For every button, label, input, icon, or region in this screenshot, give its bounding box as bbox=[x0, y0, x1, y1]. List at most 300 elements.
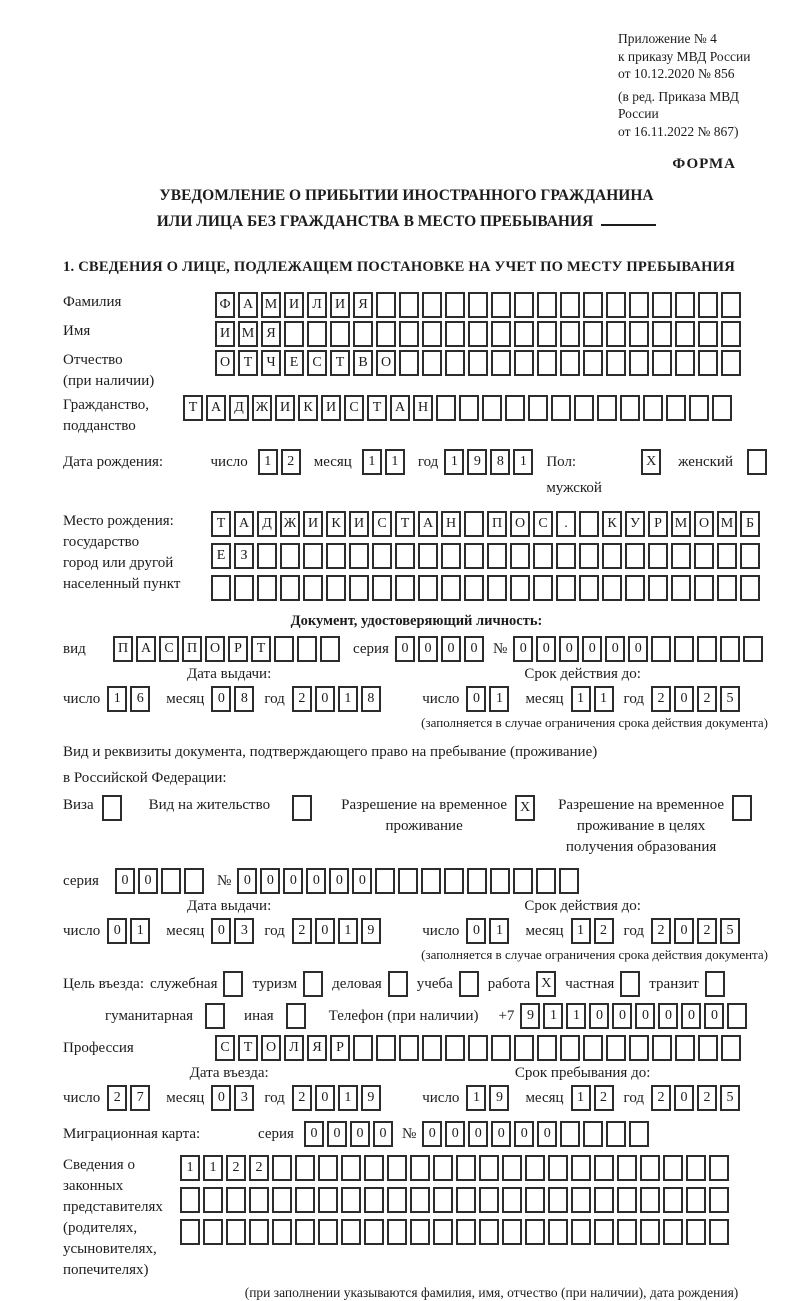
form-cell[interactable] bbox=[464, 511, 484, 537]
form-cell[interactable] bbox=[513, 868, 533, 894]
form-cell[interactable] bbox=[652, 321, 672, 347]
form-cell[interactable]: Я bbox=[261, 321, 281, 347]
form-cell[interactable]: 3 bbox=[234, 1085, 254, 1111]
form-cell[interactable]: И bbox=[284, 292, 304, 318]
form-cell[interactable]: 1 bbox=[107, 686, 127, 712]
form-cell[interactable]: В bbox=[353, 350, 373, 376]
form-cell[interactable]: А bbox=[238, 292, 258, 318]
form-cell[interactable] bbox=[643, 395, 663, 421]
form-cell[interactable]: 2 bbox=[594, 918, 614, 944]
form-cell[interactable]: С bbox=[307, 350, 327, 376]
form-cell[interactable]: 0 bbox=[327, 1121, 347, 1147]
form-cell[interactable] bbox=[318, 1155, 338, 1181]
form-cell[interactable]: 0 bbox=[612, 1003, 632, 1029]
form-cell[interactable] bbox=[514, 292, 534, 318]
form-cell[interactable] bbox=[556, 543, 576, 569]
form-cell[interactable]: 0 bbox=[237, 868, 257, 894]
form-cell[interactable] bbox=[320, 636, 340, 662]
form-cell[interactable] bbox=[303, 543, 323, 569]
form-cell[interactable] bbox=[602, 575, 622, 601]
form-cell[interactable] bbox=[375, 868, 395, 894]
form-cell[interactable] bbox=[491, 321, 511, 347]
form-cell[interactable]: 0 bbox=[422, 1121, 442, 1147]
form-cell[interactable] bbox=[675, 1035, 695, 1061]
form-cell[interactable] bbox=[479, 1219, 499, 1245]
form-cell[interactable] bbox=[307, 321, 327, 347]
form-cell[interactable]: Л bbox=[307, 292, 327, 318]
form-cell[interactable]: О bbox=[694, 511, 714, 537]
form-cell[interactable]: Б bbox=[740, 511, 760, 537]
form-cell[interactable] bbox=[606, 1035, 626, 1061]
form-cell[interactable]: 8 bbox=[490, 449, 510, 475]
form-cell[interactable] bbox=[571, 1155, 591, 1181]
form-cell[interactable] bbox=[675, 321, 695, 347]
form-cell[interactable]: 0 bbox=[704, 1003, 724, 1029]
form-cell[interactable] bbox=[376, 1035, 396, 1061]
form-cell[interactable]: 9 bbox=[361, 1085, 381, 1111]
form-cell[interactable] bbox=[629, 292, 649, 318]
form-cell[interactable] bbox=[459, 971, 479, 997]
form-cell[interactable]: 8 bbox=[361, 686, 381, 712]
form-cell[interactable]: А bbox=[206, 395, 226, 421]
form-cell[interactable] bbox=[674, 636, 694, 662]
form-cell[interactable] bbox=[548, 1155, 568, 1181]
form-cell[interactable]: П bbox=[113, 636, 133, 662]
form-cell[interactable] bbox=[551, 395, 571, 421]
form-cell[interactable] bbox=[709, 1219, 729, 1245]
form-cell[interactable]: 0 bbox=[211, 686, 231, 712]
form-cell[interactable] bbox=[399, 292, 419, 318]
form-cell[interactable] bbox=[709, 1187, 729, 1213]
form-cell[interactable]: 9 bbox=[467, 449, 487, 475]
form-cell[interactable]: 0 bbox=[658, 1003, 678, 1029]
form-cell[interactable] bbox=[663, 1219, 683, 1245]
form-cell[interactable] bbox=[663, 1155, 683, 1181]
form-cell[interactable]: 6 bbox=[130, 686, 150, 712]
form-cell[interactable]: О bbox=[215, 350, 235, 376]
form-cell[interactable] bbox=[445, 321, 465, 347]
form-cell[interactable] bbox=[620, 395, 640, 421]
form-cell[interactable]: Т bbox=[395, 511, 415, 537]
form-cell[interactable] bbox=[297, 636, 317, 662]
form-cell[interactable]: 0 bbox=[628, 636, 648, 662]
form-cell[interactable] bbox=[698, 292, 718, 318]
form-cell[interactable]: 2 bbox=[292, 918, 312, 944]
form-cell[interactable]: П bbox=[182, 636, 202, 662]
form-cell[interactable] bbox=[410, 1187, 430, 1213]
form-cell[interactable]: 1 bbox=[489, 918, 509, 944]
form-cell[interactable]: О bbox=[261, 1035, 281, 1061]
form-cell[interactable] bbox=[234, 575, 254, 601]
form-cell[interactable] bbox=[525, 1155, 545, 1181]
form-cell[interactable] bbox=[280, 575, 300, 601]
form-cell[interactable] bbox=[422, 321, 442, 347]
form-cell[interactable] bbox=[556, 575, 576, 601]
form-cell[interactable] bbox=[740, 543, 760, 569]
form-cell[interactable] bbox=[640, 1219, 660, 1245]
form-cell[interactable] bbox=[376, 292, 396, 318]
form-cell[interactable] bbox=[629, 1121, 649, 1147]
form-cell[interactable] bbox=[712, 395, 732, 421]
form-cell[interactable] bbox=[629, 321, 649, 347]
form-cell[interactable] bbox=[717, 543, 737, 569]
form-cell[interactable]: Д bbox=[257, 511, 277, 537]
form-cell[interactable] bbox=[326, 575, 346, 601]
form-cell[interactable]: 0 bbox=[306, 868, 326, 894]
form-cell[interactable] bbox=[445, 1035, 465, 1061]
form-cell[interactable] bbox=[583, 1121, 603, 1147]
form-cell[interactable] bbox=[468, 292, 488, 318]
form-cell[interactable]: Т bbox=[238, 350, 258, 376]
form-cell[interactable]: 0 bbox=[674, 918, 694, 944]
form-cell[interactable]: 0 bbox=[513, 636, 533, 662]
form-cell[interactable] bbox=[720, 636, 740, 662]
form-cell[interactable] bbox=[675, 350, 695, 376]
form-cell[interactable]: И bbox=[303, 511, 323, 537]
form-cell[interactable] bbox=[445, 292, 465, 318]
form-cell[interactable] bbox=[441, 543, 461, 569]
form-cell[interactable] bbox=[740, 575, 760, 601]
form-cell[interactable]: 2 bbox=[292, 686, 312, 712]
form-cell[interactable] bbox=[525, 1187, 545, 1213]
form-cell[interactable]: 1 bbox=[338, 918, 358, 944]
form-cell[interactable]: 2 bbox=[651, 918, 671, 944]
form-cell[interactable]: 1 bbox=[594, 686, 614, 712]
form-cell[interactable] bbox=[445, 350, 465, 376]
form-cell[interactable] bbox=[399, 321, 419, 347]
form-cell[interactable] bbox=[433, 1155, 453, 1181]
form-cell[interactable]: Т bbox=[183, 395, 203, 421]
form-cell[interactable]: М bbox=[717, 511, 737, 537]
form-cell[interactable]: З bbox=[234, 543, 254, 569]
form-cell[interactable]: X bbox=[515, 795, 535, 821]
form-cell[interactable] bbox=[286, 1003, 306, 1029]
form-cell[interactable] bbox=[652, 292, 672, 318]
form-cell[interactable] bbox=[560, 292, 580, 318]
form-cell[interactable]: У bbox=[625, 511, 645, 537]
form-cell[interactable]: П bbox=[487, 511, 507, 537]
form-cell[interactable] bbox=[514, 1035, 534, 1061]
form-cell[interactable]: Я bbox=[353, 292, 373, 318]
form-cell[interactable]: И bbox=[275, 395, 295, 421]
form-cell[interactable]: 0 bbox=[537, 1121, 557, 1147]
form-cell[interactable]: О bbox=[510, 511, 530, 537]
form-cell[interactable]: 1 bbox=[571, 686, 591, 712]
form-cell[interactable] bbox=[180, 1187, 200, 1213]
form-cell[interactable] bbox=[444, 868, 464, 894]
form-cell[interactable] bbox=[502, 1219, 522, 1245]
form-cell[interactable] bbox=[468, 1035, 488, 1061]
form-cell[interactable] bbox=[388, 971, 408, 997]
form-cell[interactable]: 1 bbox=[258, 449, 278, 475]
form-cell[interactable] bbox=[456, 1219, 476, 1245]
form-cell[interactable] bbox=[364, 1219, 384, 1245]
form-cell[interactable]: 3 bbox=[234, 918, 254, 944]
form-cell[interactable]: 2 bbox=[697, 686, 717, 712]
form-cell[interactable]: 0 bbox=[211, 918, 231, 944]
form-cell[interactable] bbox=[698, 350, 718, 376]
form-cell[interactable] bbox=[537, 292, 557, 318]
form-cell[interactable]: 2 bbox=[651, 686, 671, 712]
form-cell[interactable] bbox=[387, 1187, 407, 1213]
form-cell[interactable] bbox=[468, 350, 488, 376]
form-cell[interactable] bbox=[574, 395, 594, 421]
form-cell[interactable] bbox=[560, 1035, 580, 1061]
form-cell[interactable]: А bbox=[234, 511, 254, 537]
form-cell[interactable] bbox=[422, 1035, 442, 1061]
form-cell[interactable] bbox=[399, 1035, 419, 1061]
form-cell[interactable] bbox=[579, 511, 599, 537]
form-cell[interactable] bbox=[303, 971, 323, 997]
form-cell[interactable] bbox=[418, 543, 438, 569]
form-cell[interactable] bbox=[583, 1035, 603, 1061]
form-cell[interactable] bbox=[398, 868, 418, 894]
form-cell[interactable] bbox=[625, 543, 645, 569]
form-cell[interactable] bbox=[422, 350, 442, 376]
form-cell[interactable] bbox=[395, 575, 415, 601]
form-cell[interactable] bbox=[502, 1155, 522, 1181]
form-cell[interactable]: 2 bbox=[292, 1085, 312, 1111]
form-cell[interactable] bbox=[479, 1187, 499, 1213]
form-cell[interactable] bbox=[629, 1035, 649, 1061]
form-cell[interactable] bbox=[464, 543, 484, 569]
form-cell[interactable]: А bbox=[136, 636, 156, 662]
form-cell[interactable] bbox=[482, 395, 502, 421]
form-cell[interactable] bbox=[579, 575, 599, 601]
form-cell[interactable]: Е bbox=[211, 543, 231, 569]
form-cell[interactable]: О bbox=[205, 636, 225, 662]
form-cell[interactable] bbox=[717, 575, 737, 601]
form-cell[interactable]: 0 bbox=[441, 636, 461, 662]
form-cell[interactable] bbox=[533, 543, 553, 569]
form-cell[interactable] bbox=[548, 1187, 568, 1213]
form-cell[interactable] bbox=[652, 350, 672, 376]
form-cell[interactable]: Ж bbox=[280, 511, 300, 537]
form-cell[interactable]: 5 bbox=[720, 918, 740, 944]
form-cell[interactable]: И bbox=[215, 321, 235, 347]
form-cell[interactable]: Р bbox=[228, 636, 248, 662]
form-cell[interactable]: Р bbox=[330, 1035, 350, 1061]
form-cell[interactable] bbox=[525, 1219, 545, 1245]
form-cell[interactable] bbox=[510, 575, 530, 601]
form-cell[interactable] bbox=[226, 1219, 246, 1245]
form-cell[interactable]: Ч bbox=[261, 350, 281, 376]
form-cell[interactable] bbox=[387, 1219, 407, 1245]
form-cell[interactable]: 2 bbox=[697, 918, 717, 944]
form-cell[interactable]: 1 bbox=[130, 918, 150, 944]
form-cell[interactable]: 0 bbox=[138, 868, 158, 894]
form-cell[interactable] bbox=[537, 321, 557, 347]
form-cell[interactable]: 0 bbox=[514, 1121, 534, 1147]
form-cell[interactable] bbox=[223, 971, 243, 997]
form-cell[interactable] bbox=[510, 543, 530, 569]
form-cell[interactable] bbox=[491, 350, 511, 376]
form-cell[interactable]: 0 bbox=[350, 1121, 370, 1147]
form-cell[interactable] bbox=[594, 1219, 614, 1245]
form-cell[interactable] bbox=[606, 321, 626, 347]
form-cell[interactable]: 7 bbox=[130, 1085, 150, 1111]
form-cell[interactable]: 2 bbox=[281, 449, 301, 475]
form-cell[interactable]: Д bbox=[229, 395, 249, 421]
form-cell[interactable] bbox=[502, 1187, 522, 1213]
form-cell[interactable]: 2 bbox=[107, 1085, 127, 1111]
form-cell[interactable]: 0 bbox=[211, 1085, 231, 1111]
form-cell[interactable] bbox=[249, 1219, 269, 1245]
form-cell[interactable]: 2 bbox=[594, 1085, 614, 1111]
form-cell[interactable] bbox=[617, 1219, 637, 1245]
form-cell[interactable] bbox=[399, 350, 419, 376]
form-cell[interactable] bbox=[491, 1035, 511, 1061]
form-cell[interactable] bbox=[372, 575, 392, 601]
form-cell[interactable]: 0 bbox=[466, 918, 486, 944]
form-cell[interactable] bbox=[537, 1035, 557, 1061]
form-cell[interactable]: М bbox=[671, 511, 691, 537]
form-cell[interactable] bbox=[583, 292, 603, 318]
form-cell[interactable] bbox=[533, 575, 553, 601]
form-cell[interactable]: И bbox=[321, 395, 341, 421]
form-cell[interactable] bbox=[686, 1187, 706, 1213]
form-cell[interactable] bbox=[594, 1155, 614, 1181]
form-cell[interactable]: 1 bbox=[203, 1155, 223, 1181]
form-cell[interactable]: 2 bbox=[697, 1085, 717, 1111]
form-cell[interactable] bbox=[606, 292, 626, 318]
form-cell[interactable]: X bbox=[641, 449, 661, 475]
form-cell[interactable] bbox=[459, 395, 479, 421]
form-cell[interactable]: 0 bbox=[260, 868, 280, 894]
form-cell[interactable] bbox=[747, 449, 767, 475]
form-cell[interactable] bbox=[284, 321, 304, 347]
form-cell[interactable] bbox=[571, 1187, 591, 1213]
form-cell[interactable]: О bbox=[376, 350, 396, 376]
form-cell[interactable] bbox=[295, 1187, 315, 1213]
form-cell[interactable] bbox=[560, 1121, 580, 1147]
form-cell[interactable] bbox=[387, 1155, 407, 1181]
form-cell[interactable] bbox=[721, 1035, 741, 1061]
form-cell[interactable]: М bbox=[261, 292, 281, 318]
form-cell[interactable] bbox=[648, 543, 668, 569]
form-cell[interactable]: Н bbox=[413, 395, 433, 421]
form-cell[interactable] bbox=[456, 1155, 476, 1181]
form-cell[interactable]: 0 bbox=[466, 686, 486, 712]
form-cell[interactable] bbox=[433, 1187, 453, 1213]
form-cell[interactable]: 5 bbox=[720, 1085, 740, 1111]
form-cell[interactable] bbox=[249, 1187, 269, 1213]
form-cell[interactable] bbox=[548, 1219, 568, 1245]
form-cell[interactable]: 0 bbox=[315, 1085, 335, 1111]
form-cell[interactable] bbox=[625, 575, 645, 601]
form-cell[interactable]: 0 bbox=[107, 918, 127, 944]
form-cell[interactable] bbox=[376, 321, 396, 347]
form-cell[interactable] bbox=[597, 395, 617, 421]
form-cell[interactable] bbox=[487, 575, 507, 601]
form-cell[interactable] bbox=[349, 543, 369, 569]
form-cell[interactable] bbox=[514, 321, 534, 347]
form-cell[interactable] bbox=[292, 795, 312, 821]
form-cell[interactable]: А bbox=[418, 511, 438, 537]
form-cell[interactable] bbox=[721, 350, 741, 376]
form-cell[interactable]: 0 bbox=[681, 1003, 701, 1029]
form-cell[interactable]: 1 bbox=[338, 1085, 358, 1111]
form-cell[interactable] bbox=[353, 1035, 373, 1061]
form-cell[interactable]: Т bbox=[330, 350, 350, 376]
form-cell[interactable] bbox=[456, 1187, 476, 1213]
form-cell[interactable]: 0 bbox=[283, 868, 303, 894]
form-cell[interactable] bbox=[280, 543, 300, 569]
form-cell[interactable] bbox=[629, 350, 649, 376]
form-cell[interactable] bbox=[330, 321, 350, 347]
form-cell[interactable]: 0 bbox=[464, 636, 484, 662]
form-cell[interactable]: 0 bbox=[582, 636, 602, 662]
form-cell[interactable]: 0 bbox=[589, 1003, 609, 1029]
form-cell[interactable]: 0 bbox=[373, 1121, 393, 1147]
form-cell[interactable]: 1 bbox=[362, 449, 382, 475]
form-cell[interactable]: М bbox=[238, 321, 258, 347]
form-cell[interactable] bbox=[537, 350, 557, 376]
form-cell[interactable] bbox=[203, 1187, 223, 1213]
form-cell[interactable]: 1 bbox=[338, 686, 358, 712]
form-cell[interactable]: Т bbox=[238, 1035, 258, 1061]
form-cell[interactable] bbox=[318, 1187, 338, 1213]
form-cell[interactable] bbox=[560, 321, 580, 347]
form-cell[interactable] bbox=[441, 575, 461, 601]
form-cell[interactable]: Ж bbox=[252, 395, 272, 421]
form-cell[interactable]: А bbox=[390, 395, 410, 421]
form-cell[interactable] bbox=[648, 575, 668, 601]
form-cell[interactable] bbox=[487, 543, 507, 569]
form-cell[interactable]: 0 bbox=[329, 868, 349, 894]
form-cell[interactable]: 9 bbox=[489, 1085, 509, 1111]
form-cell[interactable] bbox=[505, 395, 525, 421]
form-cell[interactable] bbox=[617, 1155, 637, 1181]
form-cell[interactable] bbox=[364, 1155, 384, 1181]
form-cell[interactable] bbox=[671, 575, 691, 601]
form-cell[interactable]: 0 bbox=[605, 636, 625, 662]
form-cell[interactable] bbox=[436, 395, 456, 421]
form-cell[interactable] bbox=[694, 575, 714, 601]
form-cell[interactable]: 0 bbox=[468, 1121, 488, 1147]
form-cell[interactable] bbox=[697, 636, 717, 662]
form-cell[interactable] bbox=[583, 350, 603, 376]
form-cell[interactable] bbox=[579, 543, 599, 569]
form-cell[interactable] bbox=[709, 1155, 729, 1181]
form-cell[interactable] bbox=[102, 795, 122, 821]
form-cell[interactable] bbox=[594, 1187, 614, 1213]
form-cell[interactable]: Т bbox=[367, 395, 387, 421]
form-cell[interactable] bbox=[640, 1187, 660, 1213]
form-cell[interactable] bbox=[433, 1219, 453, 1245]
form-cell[interactable]: С bbox=[215, 1035, 235, 1061]
form-cell[interactable]: Т bbox=[251, 636, 271, 662]
form-cell[interactable]: Ф bbox=[215, 292, 235, 318]
form-cell[interactable]: С bbox=[159, 636, 179, 662]
form-cell[interactable] bbox=[602, 543, 622, 569]
form-cell[interactable] bbox=[364, 1187, 384, 1213]
form-cell[interactable] bbox=[666, 395, 686, 421]
form-cell[interactable] bbox=[205, 1003, 225, 1029]
form-cell[interactable] bbox=[721, 292, 741, 318]
form-cell[interactable]: 0 bbox=[536, 636, 556, 662]
form-cell[interactable] bbox=[705, 971, 725, 997]
form-cell[interactable] bbox=[620, 971, 640, 997]
form-cell[interactable] bbox=[418, 575, 438, 601]
form-cell[interactable]: 2 bbox=[249, 1155, 269, 1181]
form-cell[interactable] bbox=[698, 321, 718, 347]
form-cell[interactable] bbox=[226, 1187, 246, 1213]
form-cell[interactable]: 0 bbox=[491, 1121, 511, 1147]
form-cell[interactable] bbox=[295, 1219, 315, 1245]
form-cell[interactable] bbox=[467, 868, 487, 894]
form-cell[interactable]: 0 bbox=[352, 868, 372, 894]
